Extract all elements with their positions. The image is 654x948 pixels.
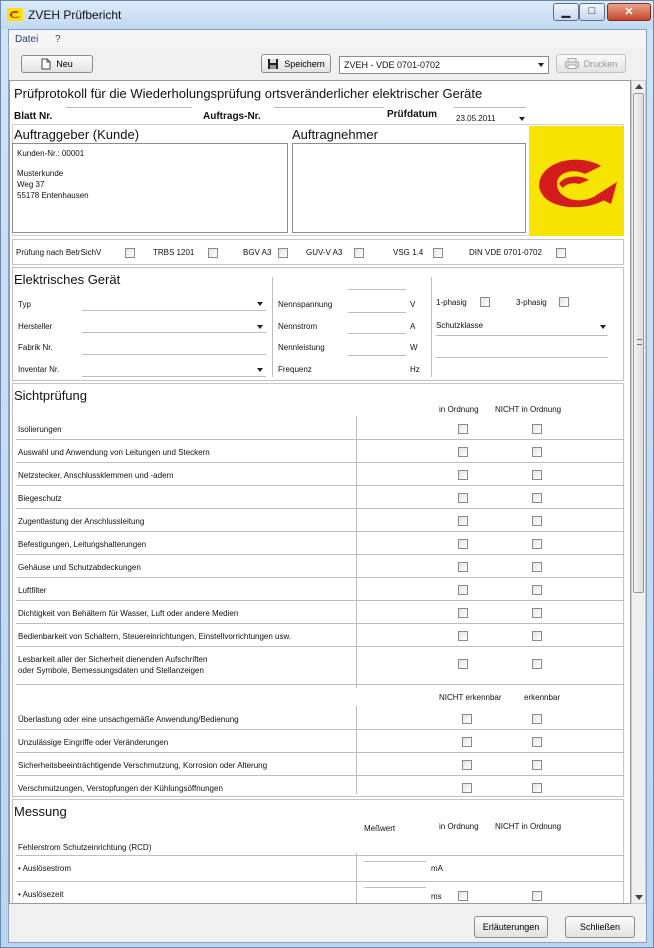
form-title: Prüfprotokoll für die Wiederholungsprüfung ortsveränderlicher elektrischer Geräte xyxy=(14,86,483,101)
print-button[interactable] xyxy=(556,54,626,73)
visual-item-bend-protection: Biegeschutz xyxy=(18,494,62,503)
visual-strain-ok[interactable] xyxy=(458,516,468,526)
power-unit: W xyxy=(410,343,418,352)
device-inventory-field[interactable] xyxy=(82,376,266,377)
visual-plugs-ok[interactable] xyxy=(458,470,468,480)
device-type-field[interactable] xyxy=(82,310,266,311)
row-separator xyxy=(16,439,624,440)
row-separator xyxy=(16,752,624,753)
reg-trbs-checkbox[interactable] xyxy=(208,248,218,258)
device-inventory-label: Inventar Nr. xyxy=(18,365,60,374)
current-label: Nennstrom xyxy=(278,322,318,331)
visual-cables-ok[interactable] xyxy=(458,447,468,457)
template-select-value: ZVEH - VDE 0701-0702 xyxy=(344,60,441,70)
sheet-field[interactable] xyxy=(66,107,192,108)
device-type-dropdown-icon[interactable] xyxy=(257,302,263,306)
zveh-logo-icon xyxy=(529,126,624,236)
visual-operability-ok[interactable] xyxy=(458,631,468,641)
device-serial-label: Fabrik Nr. xyxy=(18,343,53,352)
visual-tampering-visible[interactable] xyxy=(532,737,542,747)
report-form xyxy=(9,80,631,904)
visual-overload-not-visible[interactable] xyxy=(462,714,472,724)
trip-time-unit: ms xyxy=(431,892,442,901)
measurement-trip-current-label: • Auslösestrom xyxy=(18,864,72,873)
contractor-title: Auftragnehmer xyxy=(292,127,378,142)
device-manufacturer-label: Hersteller xyxy=(18,322,53,331)
visual-plugs-not-ok[interactable] xyxy=(532,470,542,480)
save-button-label: Speichern xyxy=(284,58,325,69)
customer-name: Musterkunde xyxy=(17,169,64,178)
reg-bgv-label: BGV A3 xyxy=(243,248,272,257)
client-address-box[interactable] xyxy=(12,143,288,233)
row-separator xyxy=(16,881,624,882)
visual-col-not-ok: NICHT in Ordnung xyxy=(495,405,562,414)
save-button[interactable] xyxy=(261,54,331,73)
visual-item-cables: Auswahl und Anwendung von Leitungen und Steckern xyxy=(18,448,210,457)
visual-bend-ok[interactable] xyxy=(458,493,468,503)
window-title: ZVEH Prüfbericht xyxy=(28,8,122,22)
three-phase-checkbox[interactable] xyxy=(559,297,569,307)
print-button-label: Drucken xyxy=(583,58,618,69)
visual-operability-not-ok[interactable] xyxy=(532,631,542,641)
row-separator xyxy=(16,531,624,532)
current-field[interactable] xyxy=(348,312,406,313)
visual-strain-not-ok[interactable] xyxy=(532,516,542,526)
visual-filter-not-ok[interactable] xyxy=(532,585,542,595)
reg-betrsichv-checkbox[interactable] xyxy=(125,248,135,258)
visual-legibility-ok[interactable] xyxy=(458,659,468,669)
reg-guv-checkbox[interactable] xyxy=(354,248,364,258)
new-button[interactable] xyxy=(21,55,93,73)
explanations-button-label: Erläuterungen xyxy=(482,922,540,932)
reg-betrsichv-label: Prüfung nach BetrSichV xyxy=(16,248,102,257)
power-field[interactable] xyxy=(348,333,406,334)
visual-item-housing: Gehäuse und Schutzabdeckungen xyxy=(18,563,141,572)
row-separator xyxy=(16,462,624,463)
visual-cables-not-ok[interactable] xyxy=(532,447,542,457)
visual-legibility-not-ok[interactable] xyxy=(532,659,542,669)
visual-divider xyxy=(356,416,357,688)
visual-divider-2 xyxy=(356,706,357,794)
frequency-unit: Hz xyxy=(410,365,420,374)
visual-item-isolation: Isolierungen xyxy=(18,425,62,434)
vertical-scrollbar[interactable] xyxy=(631,80,646,904)
sheet-label: Blatt Nr. xyxy=(14,111,53,122)
maximize-icon: □ xyxy=(588,5,596,17)
visual-item-mountings: Befestigungen, Leitungshalterungen xyxy=(18,540,147,549)
row-separator xyxy=(16,646,624,647)
protection-class-label: Schutzklasse xyxy=(436,321,484,330)
visual-item-strain-relief: Zugentlastung der Anschlussleitung xyxy=(18,517,145,526)
row-separator xyxy=(16,684,624,685)
reg-din-label: DIN VDE 0701-0702 xyxy=(469,248,542,257)
chevron-down-icon xyxy=(538,63,544,67)
new-button-label: Neu xyxy=(56,59,73,69)
visual-corrosion-not-visible[interactable] xyxy=(462,760,472,770)
trip-time-field[interactable] xyxy=(364,887,426,888)
scroll-up-icon[interactable] xyxy=(635,84,643,89)
visual-cooling-visible[interactable] xyxy=(532,783,542,793)
row-separator xyxy=(16,508,624,509)
new-document-icon xyxy=(41,58,51,70)
menu-bar xyxy=(9,30,646,48)
visual-col-visible: erkennbar xyxy=(524,693,561,702)
footer-bar xyxy=(9,906,646,942)
close-button[interactable] xyxy=(607,3,651,21)
date-value[interactable]: 23.05.2011 xyxy=(456,114,496,123)
trip-time-ok-checkbox[interactable] xyxy=(458,891,468,901)
row-separator xyxy=(16,577,624,578)
single-phase-checkbox[interactable] xyxy=(480,297,490,307)
visual-item-plugs: Netzstecker, Anschlussklemmen und -adern xyxy=(18,471,174,480)
reg-din-checkbox[interactable] xyxy=(556,248,566,258)
visual-item-tightness: Dichtigkeit von Behältern für Wasser, Luft oder andere Medien xyxy=(18,609,239,618)
visual-isolation-not-ok[interactable] xyxy=(532,424,542,434)
device-type-label: Typ xyxy=(18,300,31,309)
device-inventory-dropdown-icon[interactable] xyxy=(257,368,263,372)
device-title: Elektrisches Gerät xyxy=(14,272,121,287)
order-field[interactable] xyxy=(274,107,384,108)
menu-file[interactable]: Datei xyxy=(15,34,39,45)
date-dropdown-icon[interactable] xyxy=(519,117,525,121)
printer-icon xyxy=(565,58,579,69)
title-bar[interactable] xyxy=(1,1,653,29)
date-label: Prüfdatum xyxy=(387,109,437,120)
device-serial-field[interactable] xyxy=(82,354,266,355)
device-manufacturer-dropdown-icon[interactable] xyxy=(257,325,263,329)
measurement-title: Messung xyxy=(14,804,67,819)
visual-item-legibility-1: Lesbarkeit aller der Sicherheit dienenden Aufschriften xyxy=(18,655,208,664)
client-title: Auftraggeber (Kunde) xyxy=(14,127,140,142)
grip-icon xyxy=(637,339,642,345)
minimize-icon: ▁ xyxy=(561,6,571,18)
scroll-thumb[interactable] xyxy=(633,93,644,593)
reg-bgv-checkbox[interactable] xyxy=(278,248,288,258)
visual-item-overload: Überlastung oder eine unsachgemäße Anwendung/Bedienung xyxy=(18,715,239,724)
minimize-button[interactable] xyxy=(553,3,579,21)
customer-city: 55178 Entenhausen xyxy=(17,191,89,200)
power-label: Nennleistung xyxy=(278,343,325,352)
visual-mountings-ok[interactable] xyxy=(458,539,468,549)
voltage-label: Nennspannung xyxy=(278,300,333,309)
reg-trbs-label: TRBS 1201 xyxy=(153,248,195,257)
row-separator xyxy=(16,485,624,486)
voltage-field[interactable] xyxy=(348,289,406,290)
menu-help[interactable]: ? xyxy=(55,34,61,45)
visual-item-air-filter: Luftfilter xyxy=(18,586,47,595)
contractor-address-box[interactable] xyxy=(292,143,526,233)
trip-current-unit: mA xyxy=(431,864,443,873)
measurement-col-not-ok: NICHT in Ordnung xyxy=(495,822,562,831)
reg-vsg-checkbox[interactable] xyxy=(433,248,443,258)
visual-title: Sichtprüfung xyxy=(14,388,87,403)
protection-class-extra-line xyxy=(436,357,608,358)
visual-housing-not-ok[interactable] xyxy=(532,562,542,572)
row-separator xyxy=(16,600,624,601)
measurement-trip-time-label: • Auslösezeit xyxy=(18,890,64,899)
date-field-top xyxy=(454,107,526,108)
frequency-label: Frequenz xyxy=(278,365,312,374)
single-phase-label: 1-phasig xyxy=(436,298,467,307)
row-separator xyxy=(16,554,624,555)
current-unit: A xyxy=(410,322,416,331)
reg-guv-label: GUV-V A3 xyxy=(306,248,343,257)
measurement-col-ok: in Ordnung xyxy=(439,822,479,831)
client-area xyxy=(8,29,647,943)
customer-number: Kunden-Nr.: 00001 xyxy=(17,149,85,158)
row-separator xyxy=(16,855,624,856)
measurement-rcd-label: Fehlerstrom Schutzeinrichtung (RCD) xyxy=(18,843,152,852)
protection-class-field[interactable] xyxy=(436,335,608,336)
device-divider-2 xyxy=(431,277,432,377)
three-phase-label: 3-phasig xyxy=(516,298,547,307)
visual-item-operability: Bedienbarkeit von Schaltern, Steuereinrichtungen, Einstellvorrichtungen usw. xyxy=(18,632,292,641)
trip-current-field[interactable] xyxy=(364,861,426,862)
row-separator xyxy=(16,775,624,776)
visual-housing-ok[interactable] xyxy=(458,562,468,572)
visual-bend-not-ok[interactable] xyxy=(532,493,542,503)
visual-mountings-not-ok[interactable] xyxy=(532,539,542,549)
visual-tampering-not-visible[interactable] xyxy=(462,737,472,747)
visual-isolation-ok[interactable] xyxy=(458,424,468,434)
voltage-unit: V xyxy=(410,300,416,309)
device-divider-1 xyxy=(272,277,273,377)
measurement-divider xyxy=(356,853,357,904)
scroll-down-icon[interactable] xyxy=(635,895,643,900)
visual-filter-ok[interactable] xyxy=(458,585,468,595)
visual-tightness-ok[interactable] xyxy=(458,608,468,618)
template-select[interactable] xyxy=(339,56,549,74)
floppy-disk-icon xyxy=(267,58,279,70)
device-manufacturer-field[interactable] xyxy=(82,332,266,333)
company-logo xyxy=(529,126,624,236)
visual-corrosion-visible[interactable] xyxy=(532,760,542,770)
measurement-col-value: Meßwert xyxy=(364,824,396,833)
visual-cooling-not-visible[interactable] xyxy=(462,783,472,793)
trip-time-not-ok-checkbox[interactable] xyxy=(532,891,542,901)
frequency-field[interactable] xyxy=(348,355,406,356)
toolbar xyxy=(9,50,646,78)
row-separator xyxy=(16,623,624,624)
visual-item-cooling: Verschmutzungen, Verstopfungen der Kühlungsöffnungen xyxy=(18,784,223,793)
reg-vsg-label: VSG 1.4 xyxy=(393,248,424,257)
close-dialog-button[interactable] xyxy=(565,916,635,938)
order-label: Auftrags-Nr. xyxy=(203,111,261,122)
visual-item-legibility-2: oder Symbole, Bemessungsdaten und Stellanzeigen xyxy=(18,666,204,675)
visual-overload-visible[interactable] xyxy=(532,714,542,724)
visual-item-tampering: Unzulässige Eingriffe oder Veränderungen xyxy=(18,738,169,747)
visual-col-not-visible: NICHT erkennbar xyxy=(439,693,502,702)
close-dialog-button-label: Schließen xyxy=(579,922,621,932)
app-logo-icon xyxy=(7,8,23,21)
customer-street: Weg 37 xyxy=(17,180,45,189)
visual-col-ok: in Ordnung xyxy=(439,405,479,414)
protection-class-dropdown-icon[interactable] xyxy=(600,325,606,329)
close-icon: ✕ xyxy=(624,6,634,18)
visual-item-corrosion: Sicherheitsbeeinträchtigende Verschmutzung, Korrosion oder Alterung xyxy=(18,761,268,770)
row-separator xyxy=(16,729,624,730)
explanations-button[interactable] xyxy=(474,916,548,938)
maximize-button[interactable] xyxy=(579,3,605,21)
visual-tightness-not-ok[interactable] xyxy=(532,608,542,618)
